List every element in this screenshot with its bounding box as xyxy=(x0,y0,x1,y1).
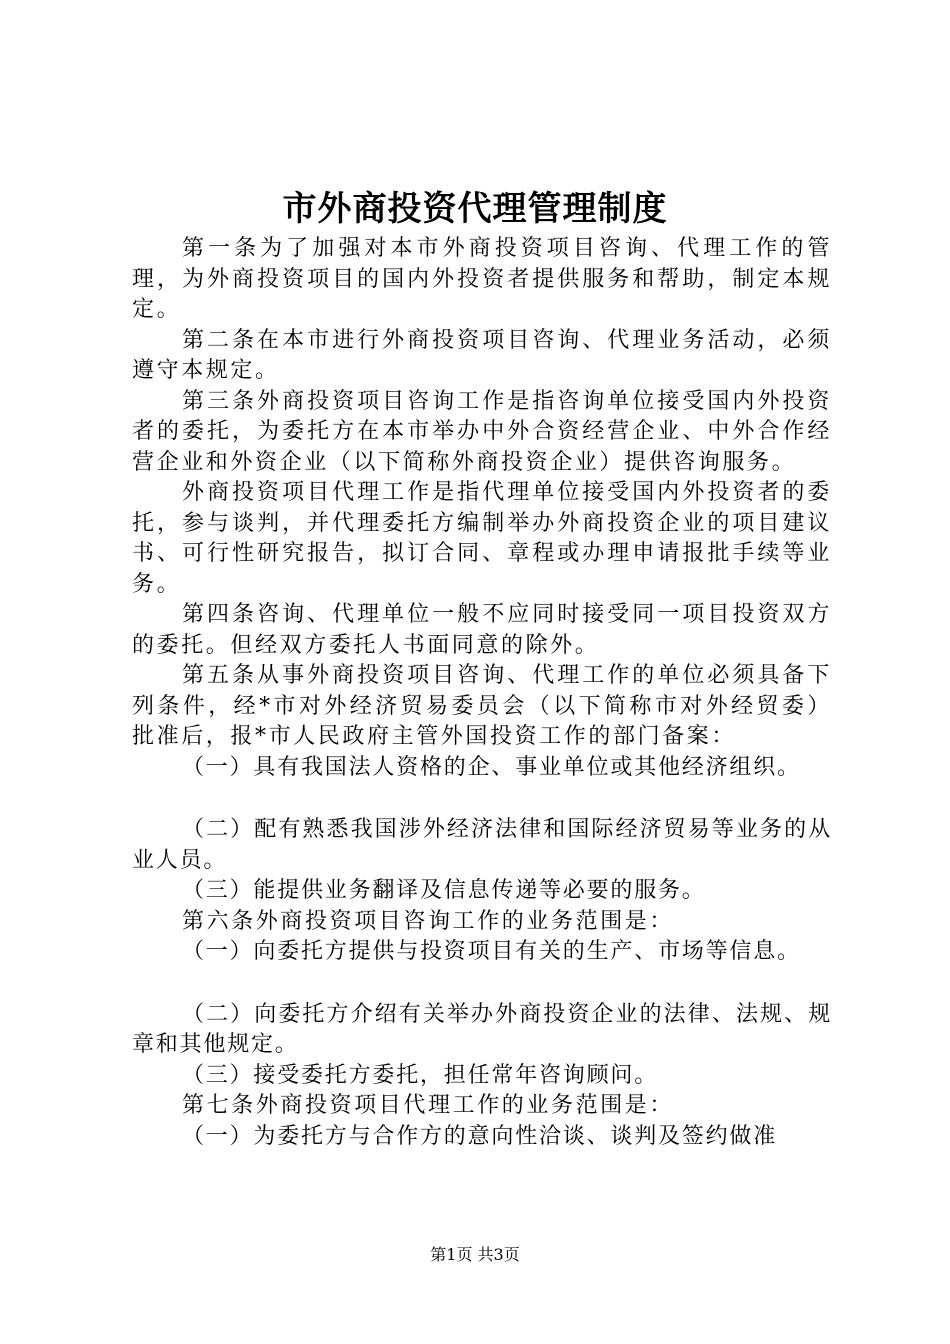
paragraph-article-4: 第四条咨询、代理单位一般不应同时接受同一项目投资双方的委托。但经双方委托人书面同意的除外。 xyxy=(132,602,832,658)
paragraph-article-2: 第二条在本市进行外商投资项目咨询、代理业务活动，必须遵守本规定。 xyxy=(132,327,832,383)
paragraph-article-3: 第三条外商投资项目咨询工作是指咨询单位接受国内外投资者的委托，为委托方在本市举办中外合资经营企业、中外合作经营企业和外资企业（以下简称外商投资企业）提供咨询服务。 xyxy=(132,388,832,475)
paragraph-article-6-item-2: （二）向委托方介绍有关举办外商投资企业的法律、法规、规章和其他规定。 xyxy=(132,1001,832,1057)
paragraph-article-7-item-1: （一）为委托方与合作方的意向性洽谈、谈判及签约做准 xyxy=(182,1123,778,1149)
paragraph-article-6-item-1: （一）向委托方提供与投资项目有关的生产、市场等信息。 xyxy=(182,939,801,964)
document-body xyxy=(132,234,832,1152)
page-number-footer: 第1页 共3页 xyxy=(430,1245,520,1264)
paragraph-article-5: 第五条从事外商投资项目咨询、代理工作的单位必须具备下列条件，经*市对外经济贸易委员会（以下简称市对外经贸委）批准后，报*市人民政府主管外国投资工作的部门备案： xyxy=(132,663,832,749)
paragraph-article-6-item-3: （三）接受委托方委托，担任常年咨询顾问。 xyxy=(182,1062,659,1088)
paragraph-agency-definition: 外商投资项目代理工作是指代理单位接受国内外投资者的委托，参与谈判，并代理委托方编制举办外商投资企业的项目建议书、可行性研究报告，拟订合同、章程或办理申请报批手续等业务。 xyxy=(132,480,832,597)
document-title: 市外商投资代理管理制度 xyxy=(282,189,668,229)
paragraph-article-1: 第一条为了加强对本市外商投资项目咨询、代理工作的管理，为外商投资项目的国内外投资者提供服务和帮助，制定本规定。 xyxy=(132,236,832,322)
paragraph-article-6: 第六条外商投资项目咨询工作的业务范围是： xyxy=(182,908,675,934)
paragraph-article-5-item-3: （三）能提供业务翻译及信息传递等必要的服务。 xyxy=(182,878,706,903)
paragraph-article-5-item-2: （二）配有熟悉我国涉外经济法律和国际经济贸易等业务的从业人员。 xyxy=(132,817,832,873)
paragraph-article-5-item-1: （一）具有我国法人资格的企、事业单位或其他经济组织。 xyxy=(182,754,801,780)
paragraph-article-7: 第七条外商投资项目代理工作的业务范围是： xyxy=(182,1093,675,1118)
